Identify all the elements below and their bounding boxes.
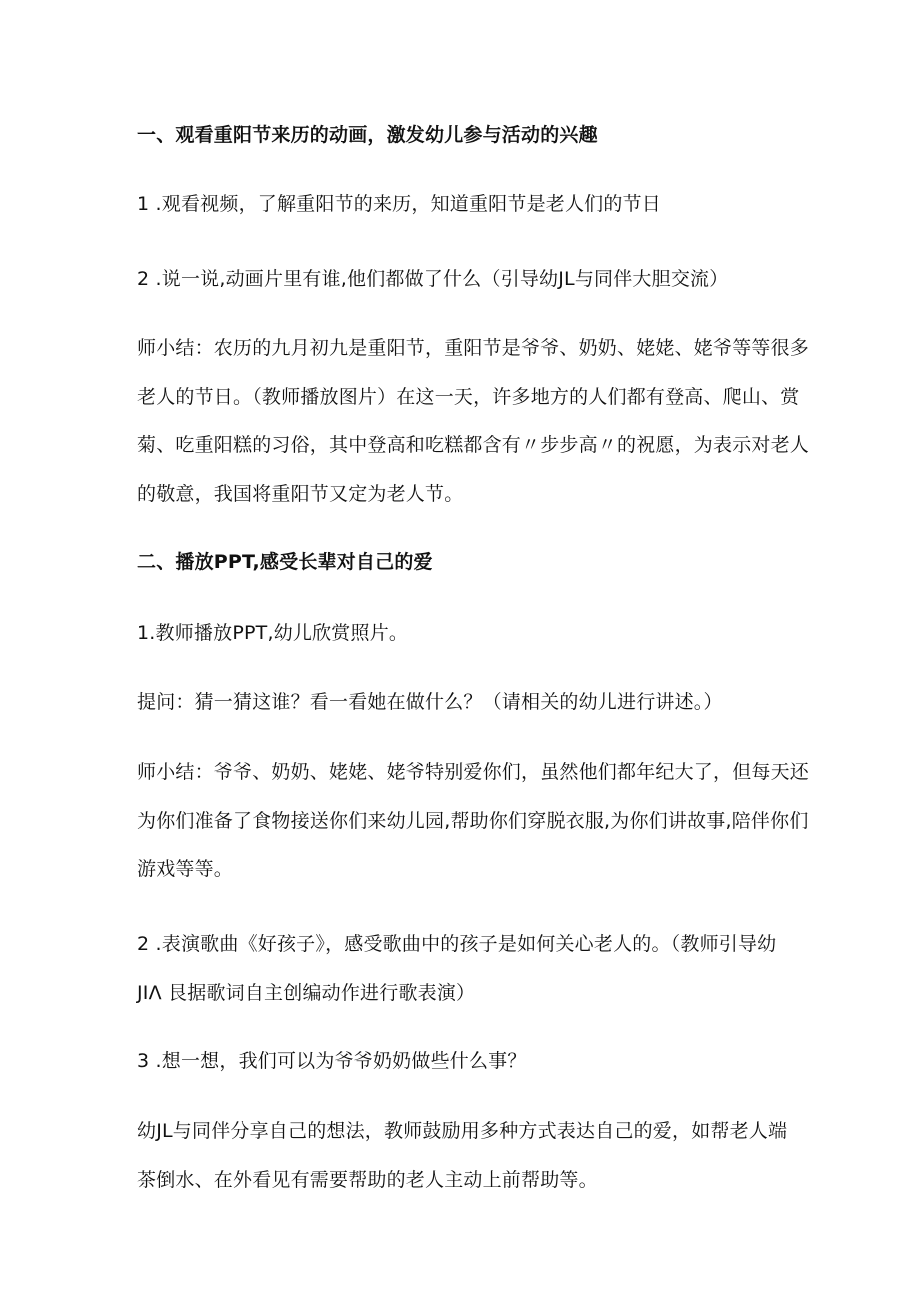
section-1-summary-line-1: 师小结：农历的九月初九是重阳节，重阳节是爷爷、奶奶、姥姥、姥爷等等很多 — [137, 337, 810, 359]
section-2-summary — [137, 748, 810, 894]
section-2-heading: 二、播放PPT,感受长辈对自己的爱 — [137, 551, 433, 573]
section-2-item-2-line-2: JIΛ 艮据歌词自主创编动作进行歌表演） — [137, 981, 476, 1004]
section-1-heading: 一、观看重阳节来历的动画，激发幼儿参与活动的兴趣 — [137, 124, 598, 146]
section-2-summary-line-2: 为你们准备了食物接送你们来幼儿园,帮助你们穿脱衣服,为你们讲故事,陪伴你们 — [137, 809, 809, 832]
section-2-item-2-line-1: 2 .表演歌曲《好孩子》，感受歌曲中的孩子是如何关心老人的。（教师引导幼 — [137, 933, 777, 955]
section-2-item-1: 1.教师播放PPT,幼儿欣赏照片。 — [137, 622, 409, 644]
section-2-closing-line-2: 茶倒水、在外看见有需要帮助的老人主动上前帮助等。 — [137, 1168, 598, 1191]
section-2-question: 提问：猜一猜这谁？看一看她在做什么？（请相关的幼儿进行讲述。） — [137, 691, 723, 713]
section-1-item-2: 2 .说一说,动画片里有谁,他们都做了什么（引导幼JL与同伴大胆交流） — [137, 268, 729, 290]
section-1-summary — [137, 324, 810, 518]
section-2-summary-line-3: 游戏等等。 — [137, 858, 234, 880]
section-1-summary-line-3: 菊、吃重阳糕的习俗，其中登高和吃糕都含有〃步步高〃的祝愿，为表示对老人 — [137, 434, 810, 456]
section-2-item-2 — [137, 920, 797, 1017]
section-2-closing-line-1: 幼JL与同伴分享自己的想法，教师鼓励用多种方式表达自己的爱，如帮老人端 — [137, 1120, 788, 1142]
section-1-summary-line-2: 老人的节日。（教师播放图片）在这一天，许多地方的人们都有登高、爬山、赏 — [137, 385, 800, 408]
section-2-item-3: 3 .想一想，我们可以为爷爷奶奶做些什么事？ — [137, 1050, 527, 1072]
section-1-summary-line-4: 的敬意，我国将重阳节又定为老人节。 — [137, 482, 464, 505]
section-2-closing — [137, 1107, 797, 1204]
section-2-summary-line-1: 师小结：爷爷、奶奶、姥姥、姥爷特别爱你们，虽然他们都年纪大了，但每天还 — [137, 761, 810, 783]
section-1-item-1: 1 .观看视频，了解重阳节的来历，知道重阳节是老人们的节日 — [137, 193, 661, 215]
